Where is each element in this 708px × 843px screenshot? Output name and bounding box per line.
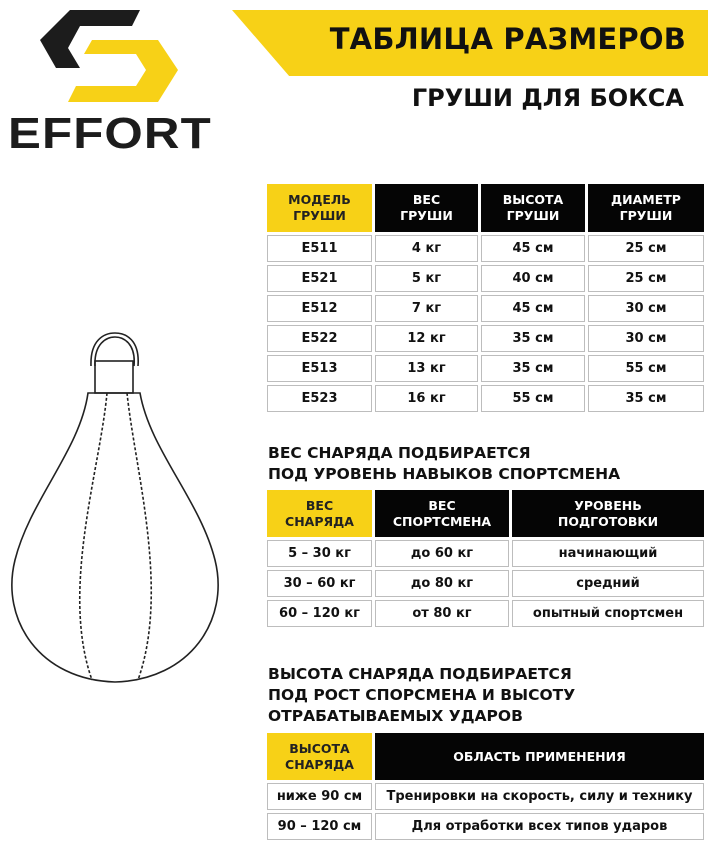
cell: E513 (267, 355, 372, 382)
cell: 55 см (481, 385, 585, 412)
cell: средний (512, 570, 704, 597)
cell: 12 кг (375, 325, 478, 352)
heading-line: ПОД УРОВЕНЬ НАВЫКОВ СПОРТСМЕНА (268, 465, 621, 483)
table-row (267, 265, 704, 292)
cell: 35 см (481, 355, 585, 382)
cell: 45 см (481, 295, 585, 322)
brand-wordmark: EFFORT (8, 109, 212, 158)
effort-logo-icon (40, 10, 180, 102)
cell: до 60 кг (375, 540, 509, 567)
cell: 60 – 120 кг (267, 600, 372, 627)
cell: 5 кг (375, 265, 478, 292)
page-title: ТАБЛИЦА РАЗМЕРОВ (329, 22, 686, 56)
header-athlete-weight: ВЕС СПОРТСМЕНА (375, 490, 509, 537)
cell: 55 см (588, 355, 704, 382)
cell: начинающий (512, 540, 704, 567)
cell: до 80 кг (375, 570, 509, 597)
cell: 45 см (481, 235, 585, 262)
cell: 25 см (588, 265, 704, 292)
cell: 35 см (588, 385, 704, 412)
table-row (267, 325, 704, 352)
cell: от 80 кг (375, 600, 509, 627)
cell: 16 кг (375, 385, 478, 412)
cell: 13 кг (375, 355, 478, 382)
table-row (267, 385, 704, 412)
weight-table (264, 487, 707, 630)
cell: 30 см (588, 325, 704, 352)
cell: 40 см (481, 265, 585, 292)
cell: 35 см (481, 325, 585, 352)
heading-line: ПОД РОСТ СПОРСМЕНА И ВЫСОТУ (268, 686, 576, 704)
header-skill-level: УРОВЕНЬ ПОДГОТОВКИ (512, 490, 704, 537)
header-bag-height: ВЫСОТА СНАРЯДА (267, 733, 372, 780)
header-application: ОБЛАСТЬ ПРИМЕНЕНИЯ (375, 733, 704, 780)
cell: ниже 90 см (267, 783, 372, 810)
heading-line: ОТРАБАТЫВАЕМЫХ УДАРОВ (268, 707, 523, 725)
cell: 30 см (588, 295, 704, 322)
table-row (267, 295, 704, 322)
cell: E521 (267, 265, 372, 292)
cell: E522 (267, 325, 372, 352)
table-row (267, 235, 704, 262)
table-row (267, 570, 704, 597)
height-section-heading (268, 664, 575, 727)
cell: опытный спортсмен (512, 600, 704, 627)
header-weight: ВЕС ГРУШИ (375, 184, 478, 232)
size-table (264, 181, 707, 415)
cell: 5 – 30 кг (267, 540, 372, 567)
table-row (267, 355, 704, 382)
table-row (267, 783, 704, 810)
page-subtitle: ГРУШИ ДЛЯ БОКСА (411, 84, 684, 112)
table-row (267, 540, 704, 567)
table-row (267, 600, 704, 627)
weight-section-heading (268, 443, 620, 485)
cell: Для отработки всех типов ударов (375, 813, 704, 840)
cell: E511 (267, 235, 372, 262)
cell: E512 (267, 295, 372, 322)
cell: 7 кг (375, 295, 478, 322)
heading-line: ВЕС СНАРЯДА ПОДБИРАЕТСЯ (268, 444, 531, 462)
heading-line: ВЫСОТА СНАРЯДА ПОДБИРАЕТСЯ (268, 665, 572, 683)
cell: Тренировки на скорость, силу и технику (375, 783, 704, 810)
cell: 4 кг (375, 235, 478, 262)
punching-bag-icon (0, 320, 260, 700)
cell: 25 см (588, 235, 704, 262)
header-model: МОДЕЛЬ ГРУШИ (267, 184, 372, 232)
header-bag-weight: ВЕС СНАРЯДА (267, 490, 372, 537)
header-height: ВЫСОТА ГРУШИ (481, 184, 585, 232)
cell: E523 (267, 385, 372, 412)
table-row (267, 813, 704, 840)
cell: 90 – 120 см (267, 813, 372, 840)
height-table (264, 730, 707, 843)
cell: 30 – 60 кг (267, 570, 372, 597)
header-diameter: ДИАМЕТР ГРУШИ (588, 184, 704, 232)
